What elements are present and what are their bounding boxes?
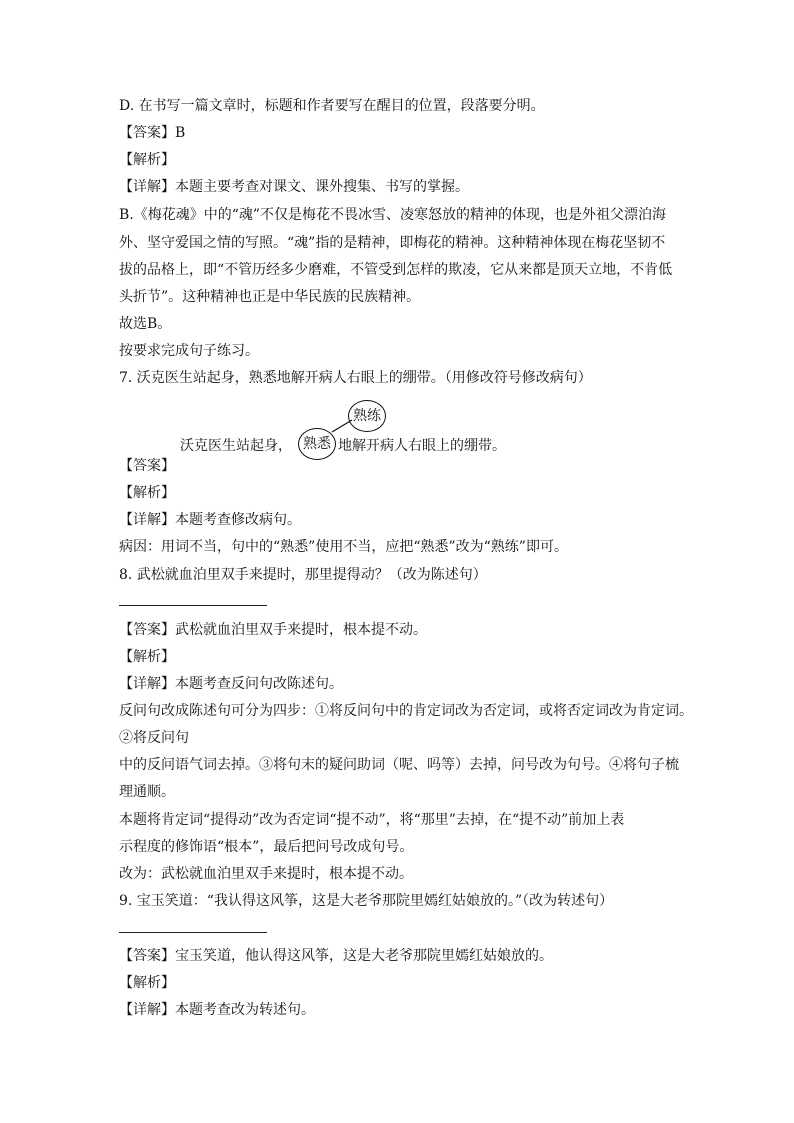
analysis-label: 【解析】 — [119, 485, 175, 501]
analysis-label: 【解析】 — [119, 975, 175, 991]
question-8: 8. 武松就血泊里双手来提时，那里提得动？（改为陈述句） — [119, 567, 487, 583]
answer-blank-line — [119, 932, 267, 933]
analysis-label: 【解析】 — [119, 152, 175, 168]
explanation-line: ②将反问句 — [119, 730, 189, 746]
option-d-text: D. 在书写一篇文章时，标题和作者要写在醒目的位置，段落要分明。 — [119, 98, 545, 114]
figure-sentence-after: 地解开病人右眼上的绷带。 — [338, 438, 506, 454]
figure-sentence-before: 沃克医生站起身， — [180, 438, 292, 454]
explanation-line: 反问句改成陈述句可分为四步：①将反问句中的肯定词改为否定词，或将否定词改为肯定词。 — [119, 703, 693, 719]
question-9: 9. 宝玉笑道：“我认得这风筝，这是大老爷那院里嫣红姑娘放的。”（改为转述句） — [119, 893, 614, 909]
explanation-line: 本题将肯定词“提得动”改为否定词“提不动”，将“那里”去掉，在“提不动”前加上表 — [119, 812, 625, 828]
answer-blank-line — [119, 605, 267, 606]
explanation-line: B.《梅花魂》中的“魂”不仅是梅花不畏冰雪、凌寒怒放的精神的体现，也是外祖父漂泊海 — [119, 207, 667, 223]
question-7: 7. 沃克医生站起身，熟悉地解开病人右眼上的绷带。（用修改符号修改病句） — [119, 370, 592, 386]
explanation-line: 中的反问语气词去掉。③将句末的疑问助词（呢、吗等）去掉，问号改为句号。④将句子梳 — [119, 757, 679, 773]
answer-text: 【答案】武松就血泊里双手来提时，根本提不动。 — [119, 622, 427, 638]
detail-text: 【详解】本题主要考查对课文、课外搜集、书写的掌握。 — [119, 179, 469, 195]
detail-text: 【详解】本题考查改为转述句。 — [119, 1002, 315, 1018]
explanation-line: 示程度的修饰语“根本”，最后把问号改成句号。 — [119, 839, 414, 855]
conclusion-text: 故选B。 — [119, 316, 172, 332]
answer-label: 【答案】B — [119, 125, 186, 141]
explanation-line: 头折节”。这种精神也正是中华民族的民族精神。 — [119, 289, 421, 305]
circled-wrong-word: 熟悉 — [298, 428, 336, 460]
explanation-line: 外、坚守爱国之情的写照。“魂”指的是精神，即梅花的精神。这种精神体现在梅花坚韧不 — [119, 235, 666, 251]
answer-text: 【答案】宝玉笑道，他认得这风筝，这是大老爷那院里嫣红姑娘放的。 — [119, 948, 553, 964]
circled-correct-word: 熟练 — [348, 400, 386, 432]
detail-text: 【详解】本题考查反问句改陈述句。 — [119, 676, 343, 692]
explanation-line: 拔的品格上，即“不管历经多少磨难，不管受到怎样的欺凌，它从来都是顶天立地，不肯低 — [119, 262, 673, 278]
analysis-label: 【解析】 — [119, 649, 175, 665]
reason-text: 病因：用词不当，句中的“熟悉”使用不当，应把“熟悉”改为“熟练”即可。 — [119, 539, 568, 555]
explanation-line: 理通顺。 — [119, 784, 175, 800]
rewrite-result: 改为：武松就血泊里双手来提时，根本提不动。 — [119, 866, 413, 882]
detail-text: 【详解】本题考查修改病句。 — [119, 512, 301, 528]
answer-label: 【答案】 — [119, 458, 175, 474]
section-instruction: 按要求完成句子练习。 — [119, 343, 259, 359]
